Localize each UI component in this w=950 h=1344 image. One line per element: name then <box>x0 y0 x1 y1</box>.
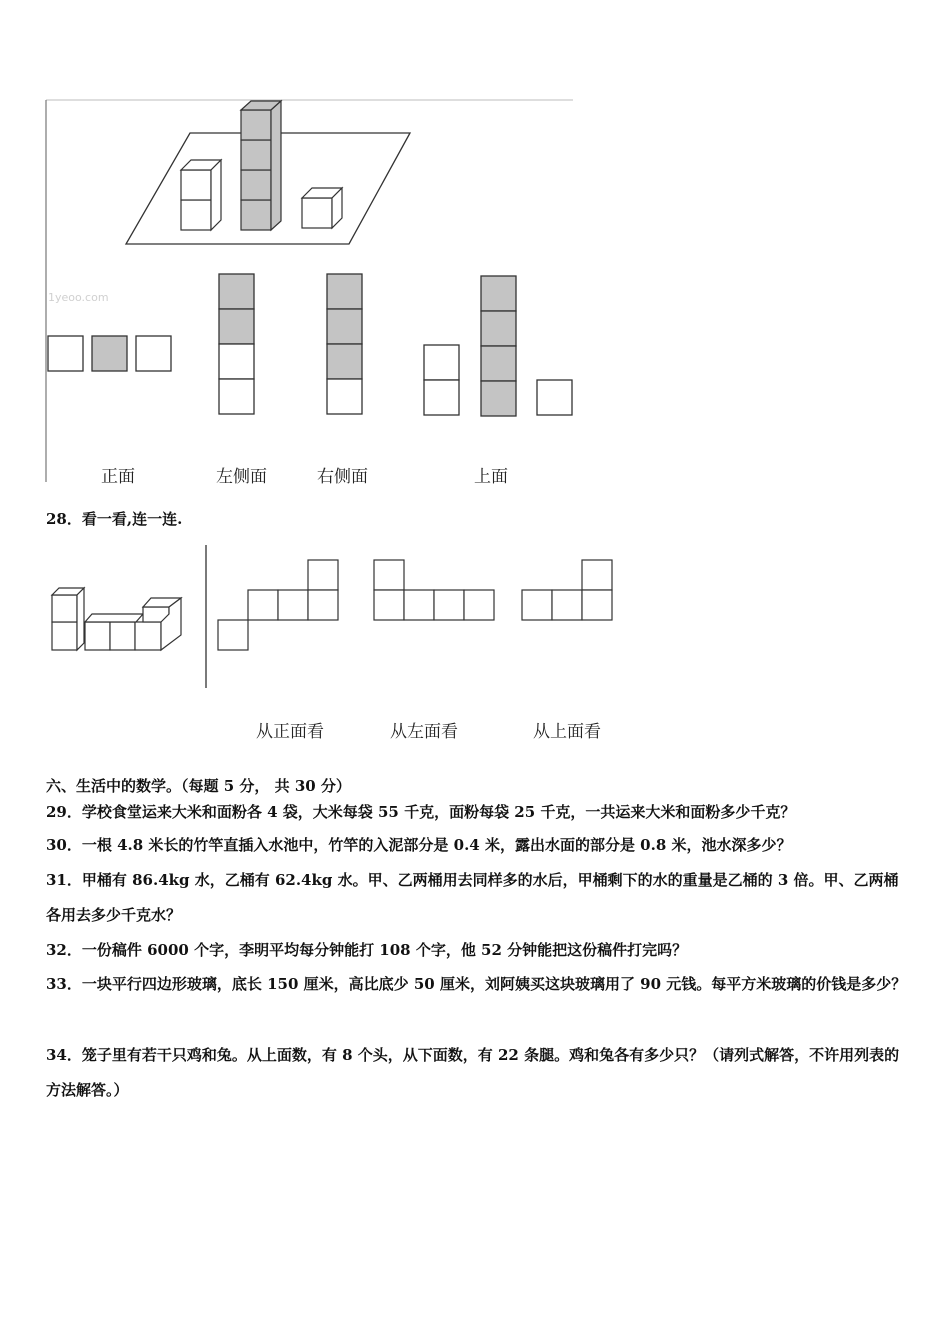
cube-arrangement-3d <box>0 0 600 260</box>
label-from-top: 从上面看 <box>533 722 601 742</box>
label-from-left: 从左面看 <box>390 722 458 742</box>
view-option-staircase <box>210 540 350 660</box>
label-front-view: 正面 <box>101 467 135 487</box>
section-6-title: 六、生活中的数学。（每题 5 分， 共 30 分） <box>46 777 351 795</box>
view-top-drawing <box>415 268 585 418</box>
view-option-l-shape <box>365 540 505 660</box>
question-32: 32．一份稿件 6000 个字，李明平均每分钟能打 108 个字，他 52 分钟能把这份稿件打完吗？ <box>46 941 688 959</box>
label-left-side-view: 左侧面 <box>216 467 267 487</box>
view-front-drawing <box>0 330 200 390</box>
question-34: 34．笼子里有若干只鸡和兔。从上面数，有 8 个头，从下面数，有 22 条腿。鸡和兔各有多少只？（请列式解答，不许用列表的方法解答。） <box>46 1046 900 1099</box>
label-from-front: 从正面看 <box>256 722 324 742</box>
label-right-side-view: 右侧面 <box>317 467 368 487</box>
figure-match-views <box>0 540 650 745</box>
question-31: 31．甲桶有 86.4kg 水，乙桶有 62.4kg 水。甲、乙两桶用去同样多的水后，甲桶剩下的水的重量是乙桶的 3 倍。甲、乙两桶各用去多少千克水？ <box>46 871 899 924</box>
question-28-text: 28．看一看,连一连. <box>46 510 183 528</box>
view-option-reverse-l <box>515 540 635 660</box>
watermark: 1yeoo.com <box>48 291 109 304</box>
figure-cube-views <box>0 0 600 490</box>
question-29: 29．学校食堂运来大米和面粉各 4 袋，大米每袋 55 千克，面粉每袋 25 千克，一共运来大米和面粉多少千克？ <box>46 803 796 821</box>
label-top-view: 上面 <box>474 467 508 487</box>
question-30: 30．一根 4.8 米长的竹竿直插入水池中，竹竿的入泥部分是 0.4 米，露出水面的部分是 0.8 米，池水深多少？ <box>46 836 792 854</box>
view-right-side-drawing <box>318 268 378 418</box>
view-left-side-drawing <box>210 268 270 418</box>
cube-object-3d <box>0 540 200 660</box>
question-33: 33．一块平行四边形玻璃，底长 150 厘米，高比底少 50 厘米，刘阿姨买这块玻璃用了 90 元钱。每平方米玻璃的价钱是多少？ <box>46 975 907 993</box>
